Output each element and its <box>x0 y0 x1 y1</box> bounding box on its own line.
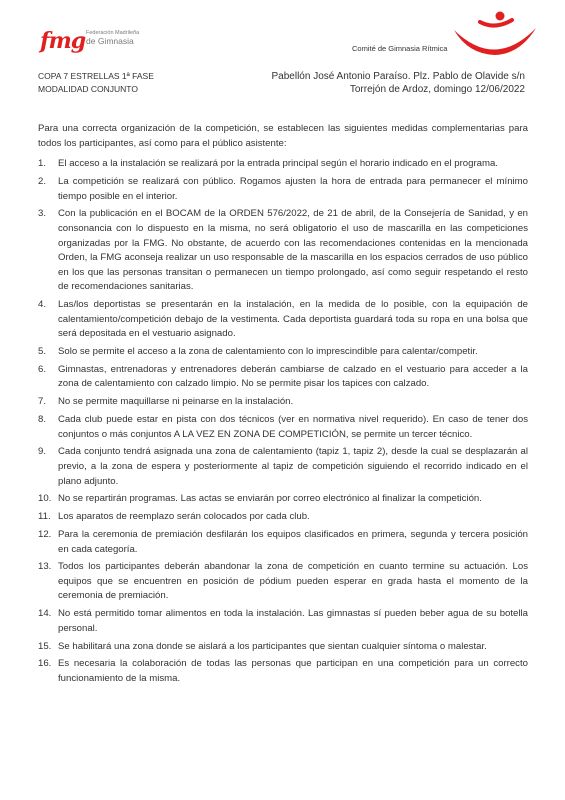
item-text: Cada conjunto tendrá asignada una zona de calentamiento (tapiz 1, tapiz 2), desde la cual se desplazarán al previo, a la zona de espera y posteriormente al tapiz de competición siguiendo el recorrido indicado en el plano adjunto. <box>58 446 528 487</box>
item-number: 4. <box>38 299 47 311</box>
list-item <box>38 157 528 172</box>
list-item <box>38 657 528 686</box>
item-text: Con la publicación en el BOCAM de la ORDEN 576/2022, de 21 de abril, de la Consejería de Sanidad, y en consonancia con lo dispuesto en la misma, no será obligatorio el uso de mascarilla en las competiciones organizadas por la FMG. No obstante, de acuerdo con las recomendaciones contenidas en la mencionada Orden, la FMG aconseja realizar un uso responsable de la mascarilla en los espacios cerrados de uso público en los que las personas transitan o permanecen un tiempo prolongado, así como seguir respetando el resto de recomendaciones sanitarias. <box>58 208 528 293</box>
item-text: Es necesaria la colaboración de todas las personas que participan en una competición para un correcto funcionamiento de la misma. <box>58 658 528 684</box>
item-number: 7. <box>38 396 47 408</box>
competition-info <box>38 70 154 96</box>
logo-line-2: de Gimnasia <box>86 35 134 46</box>
list-item <box>38 345 528 360</box>
list-item <box>38 175 528 204</box>
list-item <box>38 298 528 342</box>
list-item <box>38 607 528 636</box>
list-item <box>38 560 528 604</box>
item-text: No se repartirán programas. Las actas se enviarán por correo electrónico al finalizar la competición. <box>58 493 482 505</box>
measures-list <box>38 157 528 686</box>
item-number: 6. <box>38 363 47 375</box>
committee-name: Comité de Gimnasia Rítmica <box>352 44 448 53</box>
item-number: 9. <box>38 446 47 458</box>
list-item <box>38 207 528 295</box>
item-text: No se permite maquillarse ni peinarse en la instalación. <box>58 396 294 408</box>
item-text: Los aparatos de reemplazo serán colocados por cada club. <box>58 511 310 523</box>
item-number: 3. <box>38 208 47 220</box>
intro-paragraph: Para una correcta organización de la competición, se establecen las siguientes medidas complementarias para todos los participantes, así como para el público asistente: <box>38 123 528 149</box>
item-number: 11. <box>38 511 51 523</box>
list-item <box>38 363 528 392</box>
item-text: Las/los deportistas se presentarán en la instalación, en la medida de lo posible, con la equipación de calentamiento/competición debajo de la vestimenta. Cada deportista guardará toda su ropa en una bolsa que será depositada en el vestuario asignado. <box>58 299 528 340</box>
item-text: No está permitido tomar alimentos en toda la instalación. Las gimnastas sí pueden beber agua de su botella personal. <box>58 608 528 634</box>
list-item <box>38 395 528 410</box>
competition-name: COPA 7 ESTRELLAS 1ª FASE <box>38 71 154 81</box>
item-text: Gimnastas, entrenadoras y entrenadores deberán cambiarse de calzado en el vestuario para acceder a la zona de calentamiento con calzado limpio. No se permite pisar los tapices con calzado. <box>58 363 528 390</box>
item-number: 16. <box>38 658 52 670</box>
venue-info <box>272 70 526 96</box>
fmg-logo-text <box>86 31 139 46</box>
item-text: Solo se permite el acceso a la zona de calentamiento con lo imprescindible para calentar/competir. <box>58 346 478 358</box>
logo-line-1: Federación Madrileña <box>86 30 140 36</box>
document-body <box>38 122 528 690</box>
list-item <box>38 445 528 489</box>
item-text: Para la ceremonia de premiación desfilarán los equipos clasificados en primera, segunda y tercera posición en cada categoría. <box>58 528 528 555</box>
item-number: 13. <box>38 561 52 573</box>
item-text: El acceso a la instalación se realizará por la entrada principal según el horario indicado en el programa. <box>58 158 498 170</box>
list-item <box>38 492 528 507</box>
item-text: Cada club puede estar en pista con dos técnicos (ver en normativa nivel requerido). En caso de tener dos conjuntos o más conjuntos A LA VEZ EN ZONA DE COMPETICIÓN, se permite un tercer técnico. <box>58 414 528 440</box>
list-item <box>38 510 528 525</box>
item-number: 14. <box>38 608 52 620</box>
list-item <box>38 528 528 557</box>
venue-date: Torrejón de Ardoz, domingo 12/06/2022 <box>349 84 525 95</box>
item-number: 8. <box>38 414 47 425</box>
item-number: 12. <box>38 528 52 540</box>
fmg-logo <box>40 28 150 58</box>
item-number: 10. <box>38 493 52 505</box>
page-header <box>0 0 565 110</box>
item-number: 15. <box>38 640 52 652</box>
competition-modality: MODALIDAD CONJUNTO <box>38 84 138 94</box>
item-number: 2. <box>38 175 47 187</box>
item-number: 5. <box>38 346 47 358</box>
fmg-logo-mark: fmg <box>40 28 86 54</box>
item-text: Se habilitará una zona donde se aislará a los participantes que sientan cualquier síntoma o malestar. <box>58 640 487 652</box>
rhythmic-gymnastics-logo-icon <box>450 8 540 58</box>
list-item <box>38 640 528 655</box>
list-item <box>38 413 528 442</box>
item-text: Todos los participantes deberán abandonar la zona de competición en cuanto termine su actuación. Los equipos que se encuentren en posición de pódium pueden esperar en grada hasta el momento de la ceremonia de premiación. <box>58 561 528 602</box>
item-number: 1. <box>38 158 47 170</box>
item-text: La competición se realizará con público. Rogamos ajusten la hora de entrada para permanecer el mínimo tiempo posible en el interior. <box>58 175 528 202</box>
venue-address: Pabellón José Antonio Paraíso. Plz. Pablo de Olavide s/n <box>271 71 525 82</box>
